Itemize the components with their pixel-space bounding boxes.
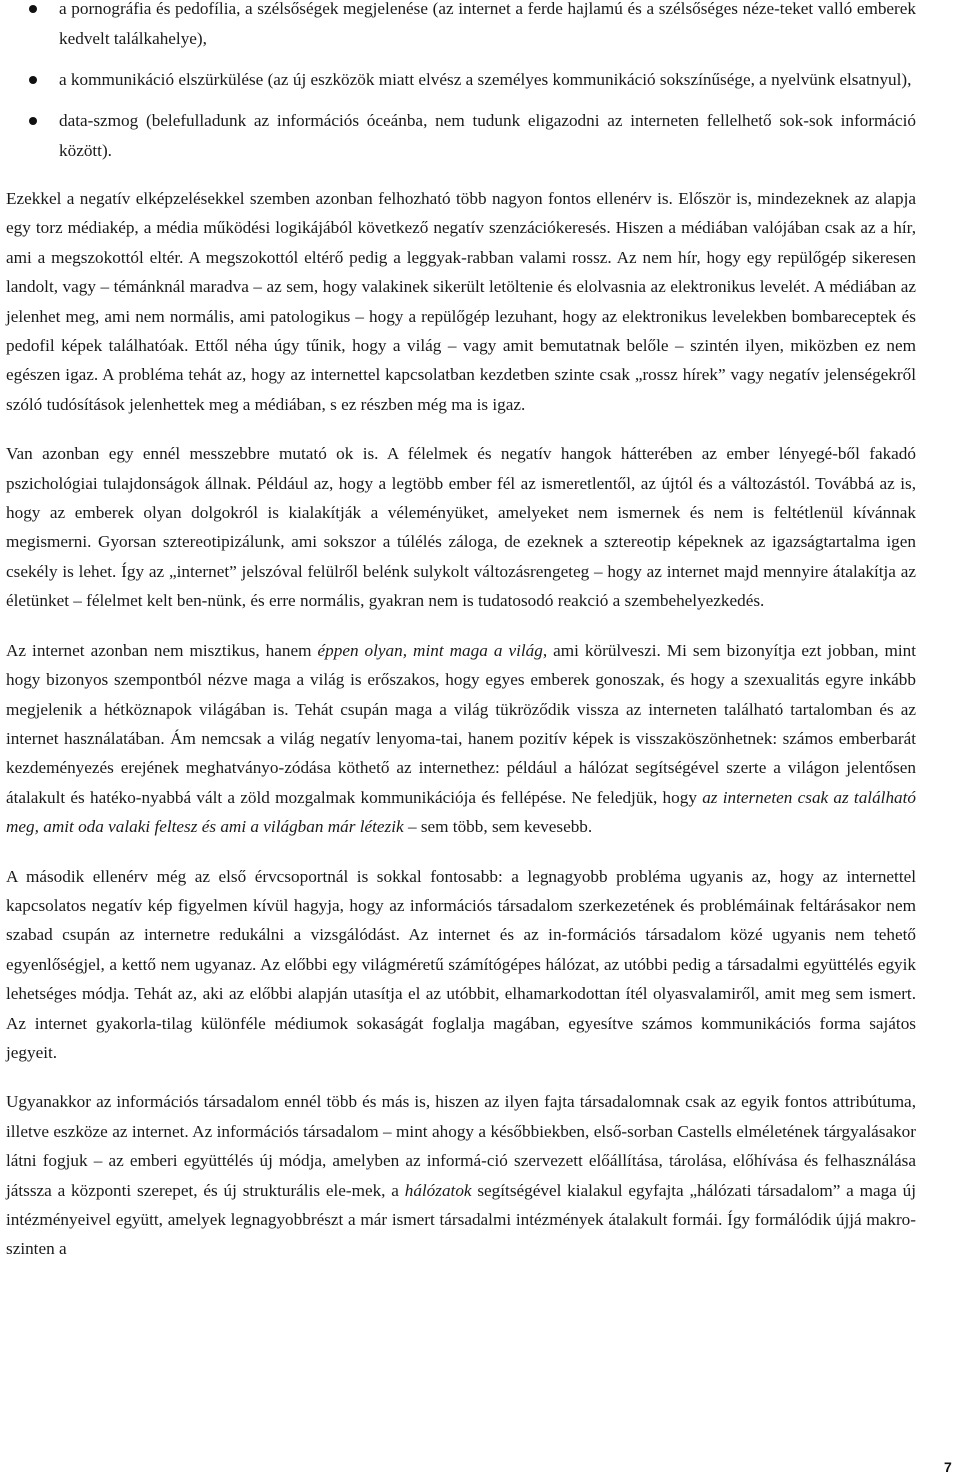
italic-phrase: éppen olyan, mint maga a világ: [317, 640, 543, 660]
list-item: [6, 65, 916, 95]
paragraph-text: Az internet azonban nem misztikus, hanem: [6, 640, 318, 660]
italic-phrase: hálózatok: [404, 1180, 472, 1200]
paragraph-text: Van azonban egy ennél messzebbre mutató ok is. A félelmek és negatív hangok hátterében az ember lényegé-ből fakadó pszichológiai tulajdonságok állnak. Például az, hogy a legtöbb ember fél az ismeretlentől, az újtól és a változástól. Továbbá az is, hogy az emberek olyan dolgokról is kialakítják a véleményüket, amelyeket nem ismernek és nem is feltétlenül kívánnak megismerni. Gyorsan sztereotipizálunk, ami sokszor a túlélés záloga, de ezeknek a sztereotip képeknek az igazságtartalma igen csekély is lehet. Így az „internet” jelszóval felülről belénk sulykolt változásrengeteg – hogy az internet majd mennyire átalakítja az életünket – félelmet kelt ben-nünk, és erre normális, gyakran nem is tudatosodó reakció a szembehelyezkedés.: [6, 444, 916, 611]
paragraph: [6, 184, 916, 419]
document-page: [6, 0, 916, 1284]
bullet-icon: [29, 76, 37, 84]
paragraph-text: Ezekkel a negatív elképzelésekkel szemben azonban felhozható több nagyon fontos ellenérv is. Először is, mindezeknek az alapja egy torz médiakép, a média működési logikájából következő negatív szenzációkeresés. Hiszen a médiában valójában csak az a hír, ami a megszokottól eltér. A megszokottól eltérő pedig a leggyak-rabban valami rossz. Az nem hír, hogy egy repülőgép sikeresen landolt, vagy – témánknál maradva – az sem, hogy valakinek sikerült letöltenie és elolvasnia az elektronikus levelét. A médiában az jelenhet meg, ami nem normális, ami patologikus – hogy a repülőgép lezuhant, hogy az elektronikus levelekben bombareceptek és pedofil képek találhatóak. Ettől néha úgy tűnik, hogy a világ – vagy amit bemutatnak belőle – szintén ilyen, miközben ez nem egészen igaz. A probléma tehát az, hogy az internettel kapcsolatban kezdetben szinte csak „rossz hírek” vagy negatív jelenségekről szóló tudósítások jelenhettek meg a médiában, s ez részben még ma is igaz.: [6, 189, 916, 414]
paragraph: [6, 439, 916, 615]
paragraph-text: A második ellenérv még az első érvcsoportnál is sokkal fontosabb: a legnagyobb probléma ugyanis az, hogy az internettel kapcsolatos negatív kép figyelmen kívül hagyja, hogy az információs társadalom szerkezetének és problémáinak feltárásakor nem szabad csupán az internetre redukálni a vizsgálódást. Az internet és az in-formációs társadalom közé ugyanis nem tehető egyenlőségjel, a kettő nem ugyanaz. Az előbbi egy világméretű számítógépes hálózat, az utóbbi pedig a társadalmi együttélés egyik lehetséges módja. Tehát az, aki az előbbi alapján utasítja el az utóbbit, elhamarkodottan ítél olyasvalamiről, amit meg sem ismert. Az internet gyakorla-tilag különféle médiumok sokaságát foglalja magában, egyesítve számos kommunikációs forma sajátos jegyeit.: [6, 866, 916, 1062]
list-item: [6, 0, 916, 54]
list-item-text: data-szmog (belefulladunk az információs óceánba, nem tudunk eligazodni az interneten fellelhető sok-sok információ között).: [59, 111, 916, 160]
page-number: 7: [944, 1459, 952, 1475]
paragraph: [6, 1087, 916, 1263]
paragraph-text: – sem több, sem kevesebb.: [403, 817, 593, 837]
list-item-text: a pornográfia és pedofília, a szélsőségek megjelenése (az internet a ferde hajlamú és a szélsőséges néze-teket valló emberek kedvelt találkahelye),: [59, 0, 916, 48]
italic-phrase: az interneten csak az található meg, amit oda valaki feltesz és ami a világban már létezik: [6, 787, 917, 837]
paragraph-text: Ugyanakkor az információs társadalom ennél több és más is, hiszen az ilyen fajta társadalomnak csak az egyik fontos attribútuma, illetve eszköze az internet. Az információs társadalom – mint ahogy a későbbiekben, első-sorban Castells elméletének tárgyalásakor látni fogjuk – az emberi együttélés új módja, amelyben az informá-ció szervezett előállítása, tárolása, előhívása és felhasználása játssza a központi szerepet, és új strukturális ele-mek, a: [6, 1092, 916, 1200]
list-item-text: a kommunikáció elszürkülése (az új eszközök miatt elvész a személyes kommunikáció sokszínűsége, a nyelvünk elsatnyul),: [59, 70, 912, 89]
paragraph: [6, 636, 916, 842]
bullet-icon: [29, 5, 37, 13]
paragraph-text: segítségével kialakul egyfajta „hálózati társadalom” a maga új intézményeivel együtt, amelyek legnagyobbrészt a már ismert társadalmi intézmények átalakult formái. Így formálódik újjá makro-szinten a: [6, 1180, 916, 1259]
bullet-icon: [29, 117, 37, 125]
paragraph-text: , ami körülveszi. Mi sem bizonyítja ezt jobban, mint hogy bizonyos szempontból nézve maga a világ is erőszakos, hogy egyes emberek gonoszak, és hogy a szexualitás egyre inkább megjelenik a hétköznapok világában is. Tehát csupán maga a világ tükröződik vissza az interneten található tartalomban és az internet használatában. Ám nemcsak a világ negatív lenyoma-tai, hanem pozitív képek is visszaköszönhetnek: számos emberbarát kezdeményezés erejének meghatványo-zódása köthető az internethez: például a hálózat segítségével szerte a világon jelentősen átalakult és hatéko-nyabbá vált a zöld mozgalmak kommunikációja és fellépése. Ne feledjük, hogy: [6, 640, 917, 807]
paragraph: [6, 862, 916, 1068]
list-item: [6, 106, 916, 166]
bullet-list: [6, 0, 916, 172]
